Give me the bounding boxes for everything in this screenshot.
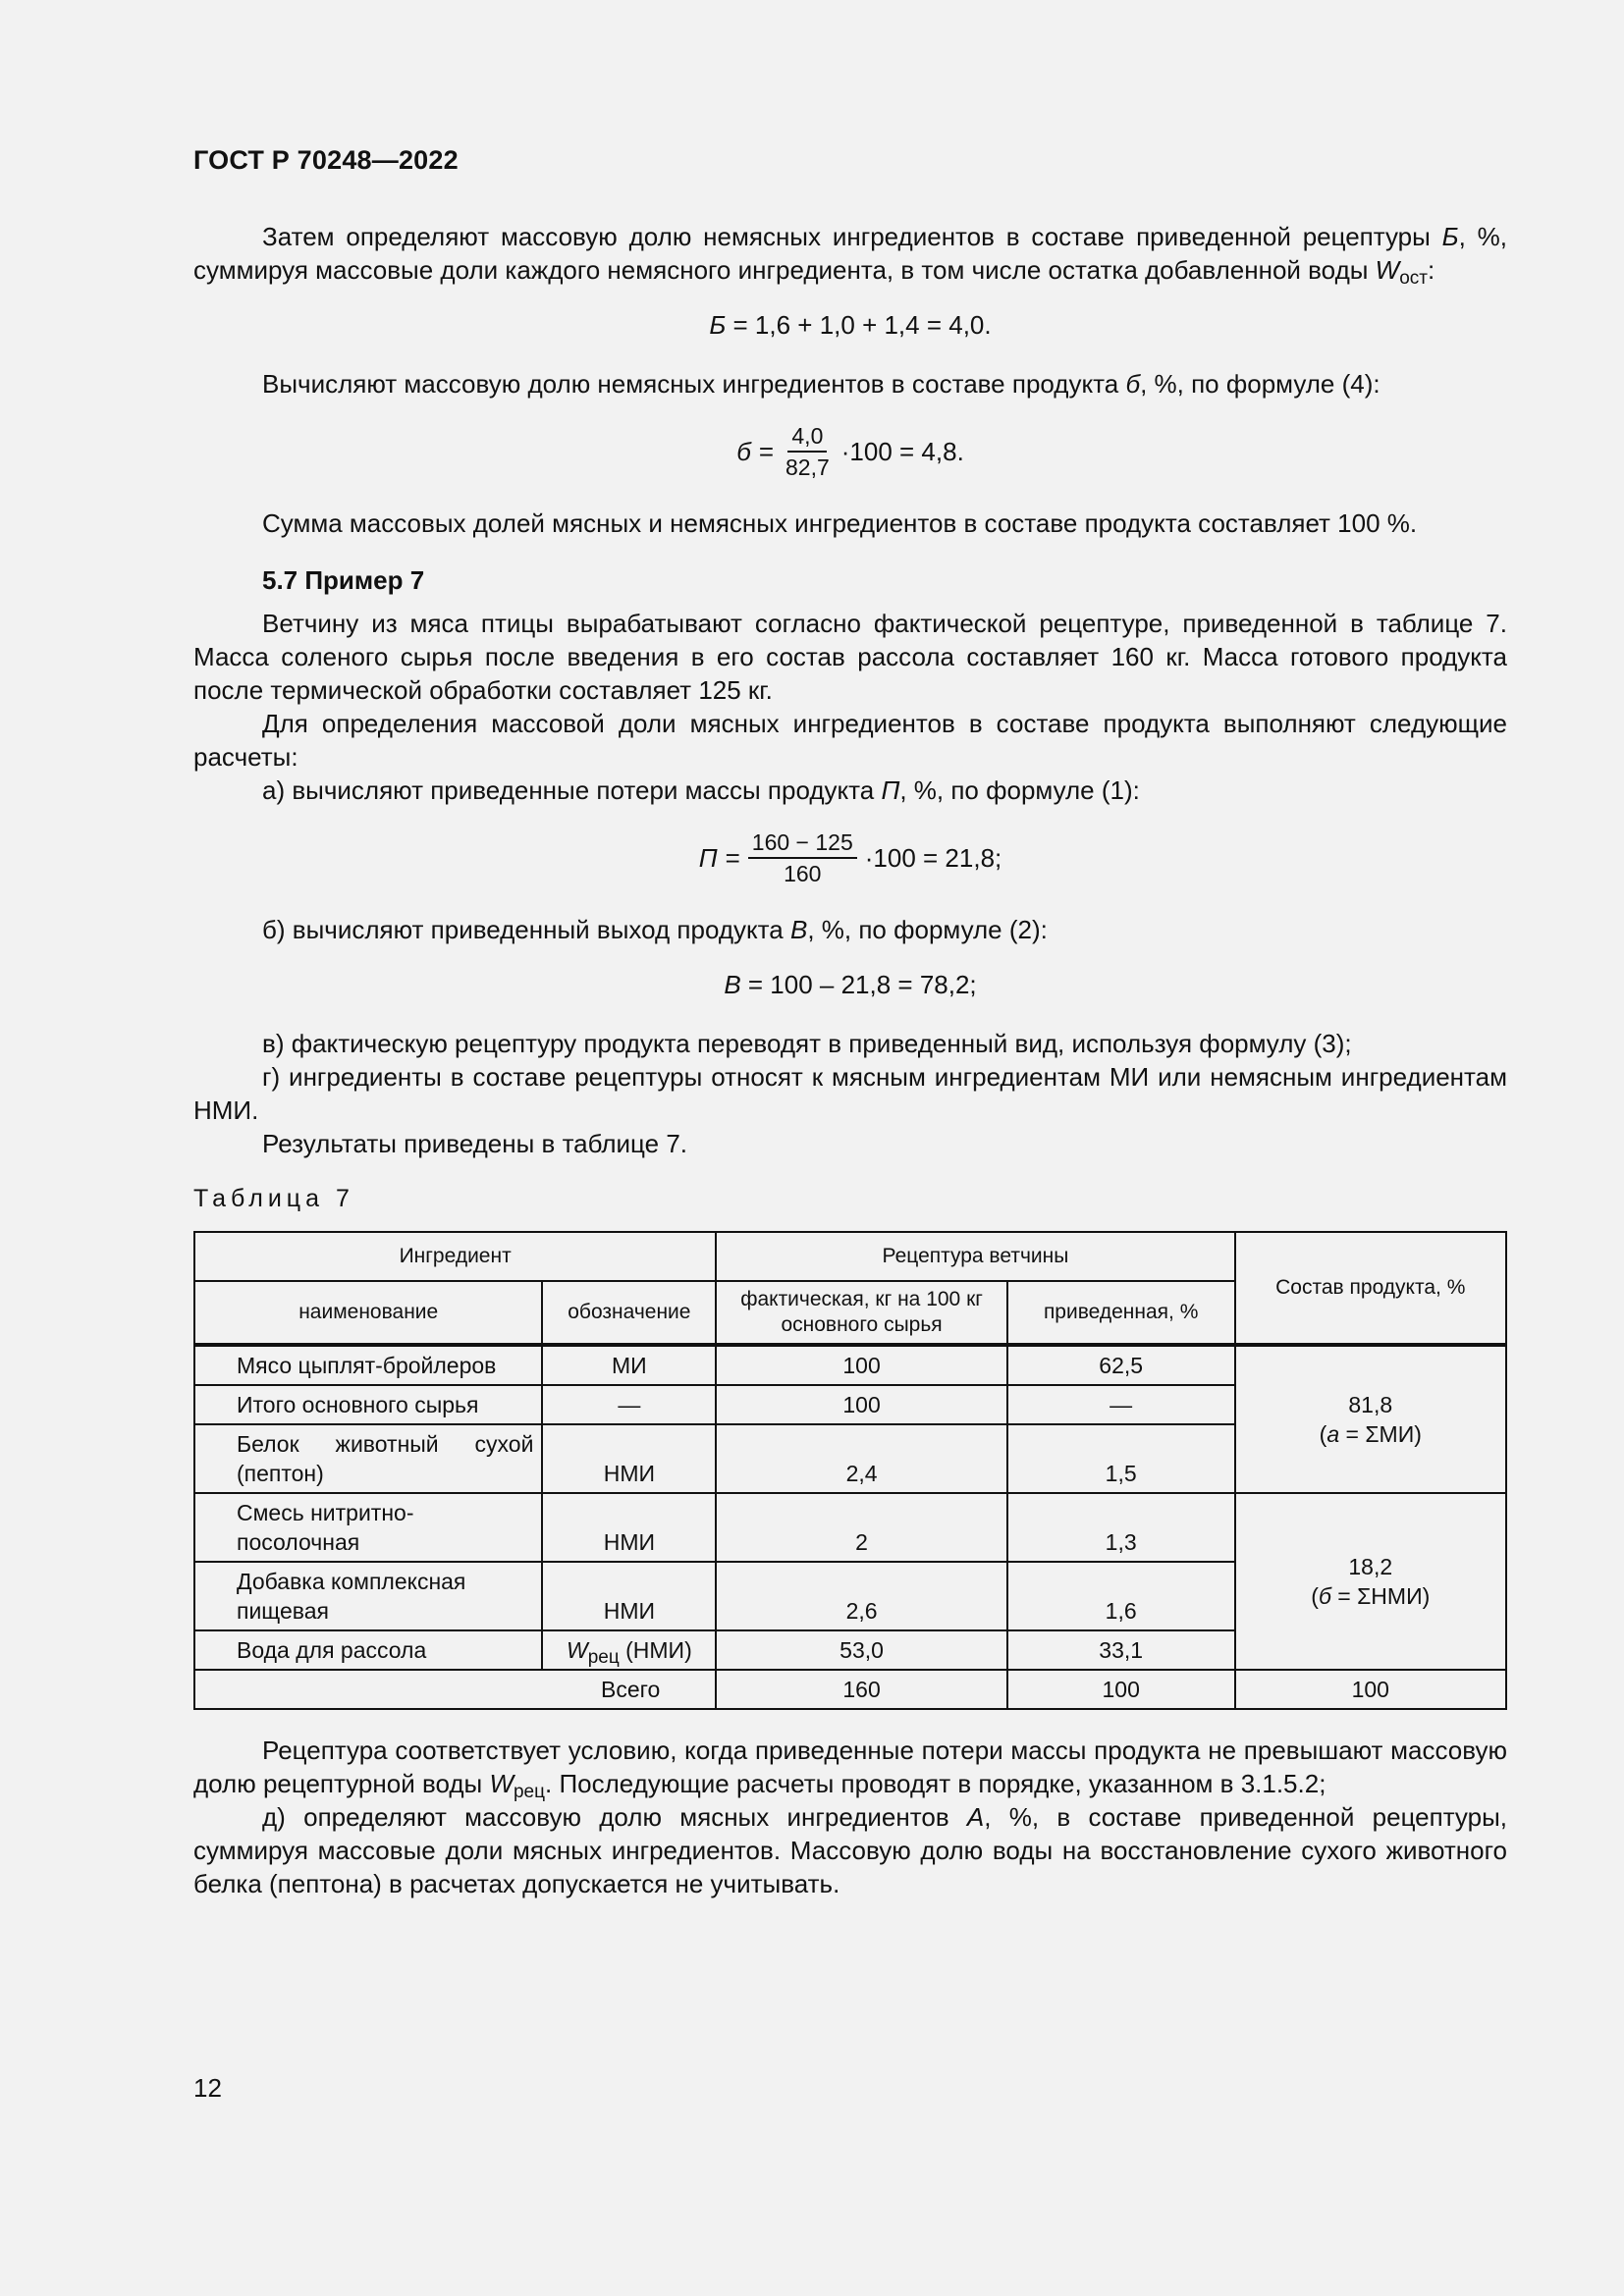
table-row: Белок животный сухой (пептон) НМИ 2,4 1,5 xyxy=(194,1424,1506,1493)
formula-b-fraction: б = $\frac{4,0}{82,7}$ ·100 = 4,8. xyxy=(736,423,964,480)
table-header-row xyxy=(194,1232,1506,1281)
section-heading: 5.7 Пример 7 xyxy=(262,565,425,595)
paragraph-nonmeat-share: Затем определяют массовую долю немясных ингредиентов в составе приведенной рецептуры Б, %, суммируя массовые доли каждого немясного ингредиента, в том числе остатка добавленной воды $W_{ост}$: xyxy=(193,222,1507,289)
paragraph-example-intro: Ветчину из мяса птицы вырабатывают согласно фактической рецептуре, приведенной в таблице 7. Масса соленого сырья после введения в его состав рассола составляет 160 кг. Масса готового продукта после термической обработки составляет 125 кг. xyxy=(193,609,1507,705)
header-reduced: приведенная, % xyxy=(1007,1281,1235,1345)
formula-b-sum: Б = 1,6 + 1,0 + 1,4 = 4,0. xyxy=(709,310,992,340)
formula-p-fraction: П = $\frac{160 - 125}{160}$ ·100 = 21,8; xyxy=(698,829,1002,886)
table-row: Смесь нитритно-посолочная НМИ 2 1,3 18,2 (б = ΣНМИ) xyxy=(194,1493,1506,1562)
composition-nonmeat: 18,2 (б = ΣНМИ) xyxy=(1235,1493,1506,1670)
composition-meat: 81,8 (а = ΣМИ) xyxy=(1235,1345,1506,1493)
list-item-b: б) вычисляют приведенный выход продукта В, %, по формуле (2): xyxy=(262,915,1048,944)
header-ingredient: Ингредиент xyxy=(194,1232,716,1281)
header-recipe: Рецептура ветчины xyxy=(716,1232,1234,1281)
list-item-d: д) определяют массовую долю мясных ингредиентов А, %, в составе приведенной рецептуры, суммируя массовые доли мясных ингредиентов. Массовую долю воды на восстановление сухого животного белка (пептона) в расчетах допускается не учитывать. xyxy=(193,1802,1507,1898)
fraction: $\frac{160 - 125}{160}$ xyxy=(748,828,857,887)
table-total-row: Всего 160 100 100 xyxy=(194,1670,1506,1709)
paragraph-results: Результаты приведены в таблице 7. xyxy=(262,1129,688,1158)
recipe-table xyxy=(193,1231,1507,1710)
table-row: Добавка комплексная пищевая НМИ 2,6 1,6 xyxy=(194,1562,1506,1630)
document-header: ГОСТ Р 70248—2022 xyxy=(193,145,459,175)
header-designation: обозначение xyxy=(542,1281,716,1345)
list-item-v: в) фактическую рецептуру продукта переводят в приведенный вид, используя формулу (3); xyxy=(262,1029,1352,1058)
list-item-a: а) вычисляют приведенные потери массы продукта П, %, по формуле (1): xyxy=(262,775,1140,805)
paragraph-calculations: Для определения массовой доли мясных ингредиентов в составе продукта выполняют следующие расчеты: xyxy=(193,709,1507,772)
document-body xyxy=(193,220,1507,1900)
paragraph-sum-total: Сумма массовых долей мясных и немясных ингредиентов в составе продукта составляет 100 %. xyxy=(262,508,1418,538)
table-row: Вода для рассола $W_{рец}$ (НМИ) 53,0 33,1 xyxy=(194,1630,1506,1670)
header-actual: фактическая, кг на 100 кг основного сырья xyxy=(716,1281,1007,1345)
header-composition: Состав продукта, % xyxy=(1235,1232,1506,1345)
fraction: $\frac{4,0}{82,7}$ xyxy=(785,423,830,480)
table-caption: Таблица 7 xyxy=(193,1185,354,1212)
paragraph-compute-b: Вычисляют массовую долю немясных ингредиентов в составе продукта б, %, по формуле (4): xyxy=(262,369,1380,399)
page-number: 12 xyxy=(193,2073,222,2103)
table-row: Мясо цыплят-бройлеров МИ 100 62,5 81,8 (а = ΣМИ) xyxy=(194,1345,1506,1385)
header-name: наименование xyxy=(194,1281,542,1345)
formula-v: В = 100 – 21,8 = 78,2; xyxy=(724,970,977,999)
paragraph-condition: Рецептура соответствует условию, когда приведенные потери массы продукта не превышают массовую долю рецептурной воды $W_{рец}$. Последующие расчеты проводят в порядке, указанном в 3.1.5.2; xyxy=(193,1735,1507,1802)
list-item-g: г) ингредиенты в составе рецептуры относят к мясным ингредиентам МИ или немясным ингредиентам НМИ. xyxy=(193,1062,1507,1125)
table-row: Итого основного сырья — 100 — xyxy=(194,1385,1506,1424)
